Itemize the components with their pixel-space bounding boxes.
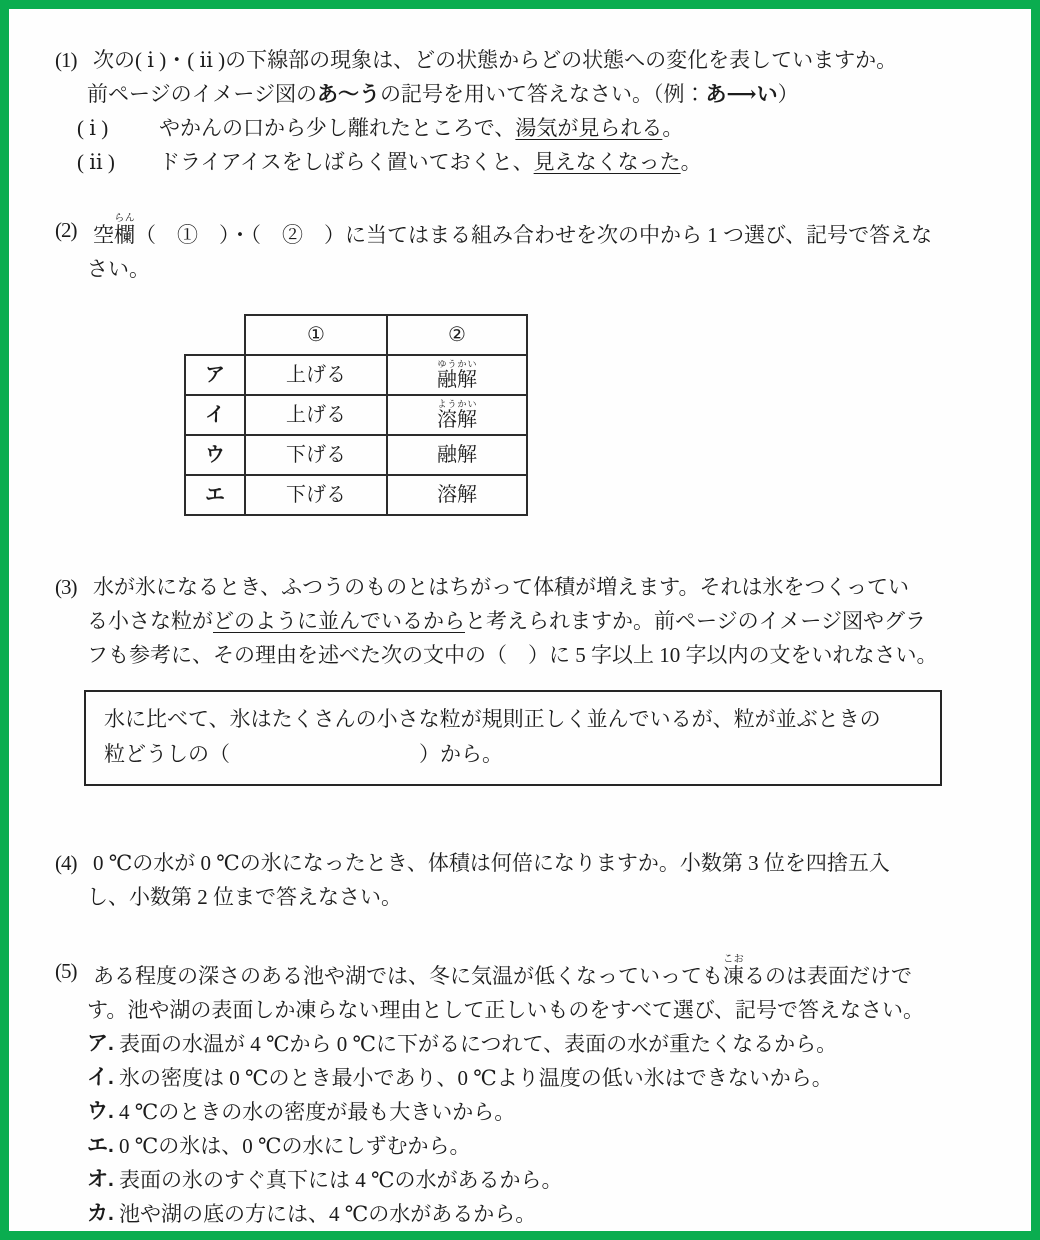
q5-choice-o: [87, 1163, 993, 1197]
answer-box: [84, 690, 942, 786]
right-arrow-glyph: ⟶: [726, 82, 757, 106]
q1-item-ii-post: 。: [680, 150, 702, 174]
q2-line1: [55, 213, 993, 252]
q5-choice-a-label: ア.: [87, 1032, 114, 1055]
table-row-a-c2-base: 融解: [437, 368, 477, 391]
q5-choice-o-label: オ.: [87, 1168, 114, 1191]
q5-line1-post: るのは表面だけで: [744, 964, 912, 988]
q5-choice-e: [87, 1129, 993, 1163]
q5-ruby-base: 凍: [723, 964, 744, 988]
q5-choice-a-text: 表面の水温が 4 ℃から 0 ℃に下がるにつれて、表面の水が重たくなるから。: [119, 1032, 838, 1056]
q4-line1-text: 0 ℃の水が 0 ℃の氷になったとき、体積は何倍になりますか。小数第 3 位を四捨五入: [93, 851, 890, 875]
table-row-u-label: ウ: [185, 435, 245, 475]
q5-choice-a: [87, 1027, 993, 1061]
exam-content: [9, 9, 1031, 1231]
q2-line1-text: [93, 213, 932, 252]
q3-line1-text: 水が氷になるとき、ふつうのものとはちがって体積が増えます。それは氷をつくってい: [93, 575, 910, 599]
q1-number: (1): [55, 48, 77, 72]
table-row-u-c2: 融解: [387, 435, 527, 475]
q2-line1-post: （ ① ）・（ ② ）に当てはまる組み合わせを次の中から 1 つ選び、記号で答えな: [135, 223, 933, 247]
question-2: [55, 213, 993, 286]
q1-line2-seg6: い: [756, 82, 778, 106]
q1-item-i-text: [159, 111, 683, 145]
q1-item-ii-label: ( ⅱ ): [77, 150, 115, 174]
q4-line2: し、小数第 2 位まで答えなさい。: [87, 885, 402, 909]
table-row-a-label: ア: [185, 355, 245, 395]
question-4: [55, 846, 993, 914]
q4-number: (4): [55, 851, 77, 875]
q4-line1: [55, 846, 993, 880]
q1-line1: [55, 43, 993, 77]
q5-line1-pre: ある程度の深さのある池や湖では、冬に気温が低くなっていっても: [93, 964, 723, 988]
table-row: [185, 475, 527, 515]
q5-line1-text: [93, 954, 912, 993]
table-corner-blank: [185, 315, 245, 355]
q5-line1: [55, 954, 993, 993]
q3-line3: フも参考に、その理由を述べた次の文中の（ ）に 5 字以上 10 字以内の文をいれなさい。: [87, 643, 938, 667]
table-row-i-c2-furigana: ようかい: [437, 398, 477, 409]
q5-choice-e-text: 0 ℃の氷は、0 ℃の水にしずむから。: [119, 1134, 471, 1158]
table-row: [185, 395, 527, 435]
table-row-i-c1: 上げる: [245, 395, 387, 435]
q1-line2: [87, 77, 993, 111]
q5-choice-u: [87, 1095, 993, 1129]
table-row-e-c1: 下げる: [245, 475, 387, 515]
q5-ruby: [723, 954, 744, 988]
q1-item-i-pre: やかんの口から少し離れたところで、: [159, 116, 516, 140]
q1-line2-seg4: あ: [705, 82, 727, 106]
q5-line2: す。池や湖の表面しか凍らない理由として正しいものをすべて選び、記号で答えなさい。: [87, 998, 925, 1022]
table-row-a-c2: [387, 355, 527, 395]
q5-choice-e-label: エ.: [87, 1134, 114, 1157]
table-header-col1: ①: [245, 315, 387, 355]
table-row-a-c2-furigana: ゆうかい: [437, 358, 477, 369]
q1-line1-text: 次の( ⅰ )・( ⅱ )の下線部の現象は、どの状態からどの状態への変化を表していますか。: [93, 48, 898, 72]
q5-choice-i-text: 氷の密度は 0 ℃のとき最小であり、0 ℃より温度の低い氷はできないから。: [119, 1066, 833, 1090]
q5-choice-u-text: 4 ℃のときの水の密度が最も大きいから。: [119, 1100, 516, 1124]
q1-item-i-label: ( ⅰ ): [77, 116, 109, 140]
answer-box-line2: 粒どうしの（ ）から。: [104, 742, 503, 766]
q5-choice-o-text: 表面の氷のすぐ真下には 4 ℃の水があるから。: [119, 1168, 563, 1192]
table-row-i-c2-base: 溶解: [437, 408, 477, 431]
table-row-i-label: イ: [185, 395, 245, 435]
table-row-e-label: エ: [185, 475, 245, 515]
q1-item-ii: [77, 145, 993, 179]
q3-line2: [87, 604, 993, 638]
q1-line2-seg1: 前ページのイメージ図の: [87, 82, 317, 106]
q2-ruby-furigana: らん: [114, 213, 135, 224]
table-row-e-c2: 溶解: [387, 475, 527, 515]
table-row-u-c1: 下げる: [245, 435, 387, 475]
table-header-row: [185, 315, 527, 355]
q1-item-i-post: 。: [662, 116, 684, 140]
question-1: [55, 43, 993, 179]
q3-line2-underlined: どのように並んでいるから: [213, 609, 465, 633]
q1-line2-seg7: ）: [777, 82, 799, 106]
q5-number: (5): [55, 959, 77, 983]
q5-choice-i-label: イ.: [87, 1066, 114, 1089]
q5-choice-u-label: ウ.: [87, 1100, 114, 1123]
q5-choice-i: [87, 1061, 993, 1095]
q1-line2-seg2: あ～う: [316, 82, 380, 106]
table-row: [185, 435, 527, 475]
q2-number: (2): [55, 218, 77, 242]
q2-line1-pre: 空: [93, 223, 114, 247]
combination-table: [184, 314, 528, 516]
table-row-i-c2: [387, 395, 527, 435]
q1-item-ii-pre: ドライアイスをしばらく置いておくと、: [159, 150, 534, 174]
q3-line1: [55, 570, 993, 604]
q3-line2-post: と考えられますか。前ページのイメージ図やグラ: [465, 609, 926, 633]
q5-choice-ka: [87, 1197, 993, 1231]
q1-item-ii-underlined: 見えなくなった: [533, 150, 681, 174]
table-row-a-c1: 上げる: [245, 355, 387, 395]
q3-number: (3): [55, 575, 77, 599]
q1-item-i: [77, 111, 993, 145]
q2-ruby: [114, 213, 135, 247]
q5-choice-ka-label: カ.: [87, 1202, 114, 1225]
q1-item-i-underlined: 湯気が見られる: [515, 116, 663, 140]
question-5: [55, 954, 993, 1231]
q1-item-ii-text: [159, 145, 702, 179]
q5-choice-ka-text: 池や湖の底の方には、4 ℃の水があるから。: [119, 1202, 537, 1226]
q2-ruby-base: 欄: [114, 223, 135, 247]
q2-line2: さい。: [87, 257, 150, 281]
q5-ruby-furigana: こお: [723, 954, 744, 965]
table-header-col2: ②: [387, 315, 527, 355]
answer-box-line1: 水に比べて、氷はたくさんの小さな粒が規則正しく並んでいるが、粒が並ぶときの: [104, 707, 881, 731]
q3-line2-pre: る小さな粒が: [87, 609, 213, 633]
q1-line2-seg3: の記号を用いて答えなさい。（例：: [379, 82, 706, 106]
table-row: [185, 355, 527, 395]
question-3: [55, 570, 993, 672]
